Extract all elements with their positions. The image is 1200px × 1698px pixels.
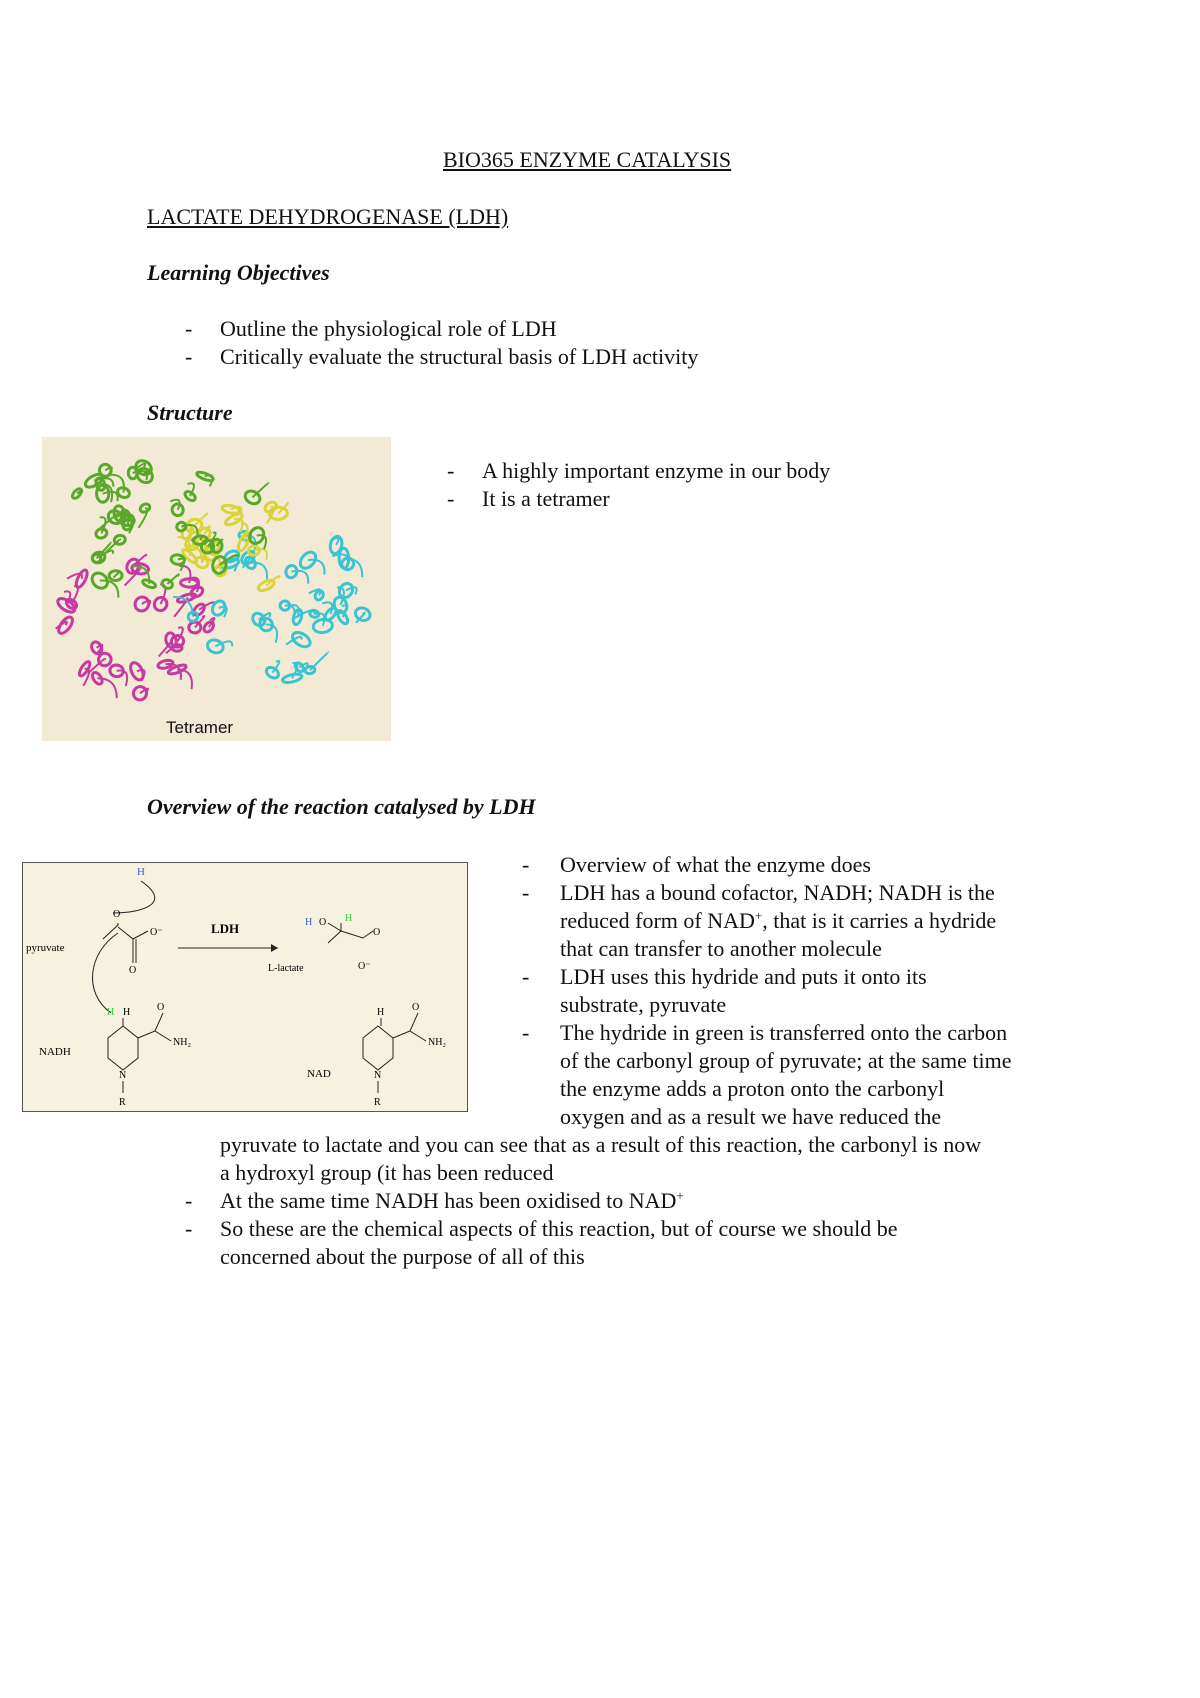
bullet-dash: - [185,1188,193,1213]
list-item-continued: substrate, pyruvate [560,992,727,1017]
list-item-continued: reduced form of NAD+, that is it carries a hydride [560,908,997,933]
list-item-continued: concerned about the purpose of all of this [220,1244,585,1269]
proton-label: H [137,866,145,878]
bullet-dash: - [522,964,530,989]
nadh-amide-o: O [157,1002,165,1013]
list-item: A highly important enzyme in our body [482,458,831,483]
bullet-dash: - [522,852,530,877]
overview-heading: Overview of the reaction catalysed by LDH [147,794,536,819]
list-item: LDH has a bound cofactor, NADH; NADH is the [560,880,995,905]
nadh-h-label: H [123,1007,131,1018]
list-item: Overview of what the enzyme does [560,852,871,877]
carbonyl-o-label: O [113,909,121,920]
list-item-continued: pyruvate to lactate and you can see that as a result of this reaction, the carbonyl is now [220,1132,982,1157]
carboxylate-o2-label: O [129,965,137,976]
nad-h-label: H [377,1007,385,1018]
protein-ribbon-image [42,437,391,717]
reaction-diagram [23,863,466,1110]
nadh-hydride-label: H [107,1007,115,1018]
nad-r: R [374,1097,381,1108]
nadh-nh2: NH₂ [173,1037,191,1048]
nad-n: N [374,1070,382,1081]
protein-loop [97,678,116,698]
pyruvate-label: pyruvate [26,942,65,954]
list-item-continued: oxygen and as a result we have reduced the [560,1104,942,1129]
list-item: LDH uses this hydride and puts it onto its [560,964,927,989]
lactate-o-label: O [319,917,327,928]
protein-loop [77,491,82,499]
lactate-label: L-lactate [268,963,304,974]
list-item-continued: that can transfer to another molecule [560,936,882,961]
bullet-dash: - [522,1020,530,1045]
lactate-h-label: H [305,917,313,928]
nadh-ring [108,1013,171,1070]
reaction-arrowhead [271,944,278,952]
learning-objectives-heading: Learning Objectives [147,260,330,285]
list-item-continued: a hydroxyl group (it has been reduced [220,1160,554,1185]
nad-ring [363,1013,426,1070]
lactate-hydride-label: H [345,913,353,924]
list-item: So these are the chemical aspects of this reaction, but of course we should be [220,1216,898,1241]
protein-helix [206,638,225,655]
nadh-label: NADH [39,1046,71,1058]
hydride-arrow [93,933,118,1013]
protein-helix [95,527,108,539]
list-item: It is a tetramer [482,486,610,511]
list-item: Outline the physiological role of LDH [220,316,557,341]
lactate-ominus-label: O⁻ [358,961,371,972]
list-item-continued: the enzyme adds a proton onto the carbonyl [560,1076,945,1101]
structure-heading: Structure [147,400,233,425]
protein-helix [282,673,303,684]
carboxylate-o-label: O⁻ [150,927,163,938]
nad-amide-o: O [412,1002,420,1013]
figure-caption: Tetramer [166,718,234,737]
nadh-n: N [119,1070,127,1081]
bullet-dash: - [522,880,530,905]
document-subtitle: LACTATE DEHYDROGENASE (LDH) [147,204,509,229]
pyruvate-bonds [103,923,148,963]
enzyme-label: LDH [211,921,240,936]
bullet-dash: - [185,1216,193,1241]
protein-loop [140,689,148,694]
list-item: Critically evaluate the structural basis of LDH activity [220,344,699,369]
nad-nh2: NH₂ [428,1037,446,1048]
bullet-dash: - [447,458,455,483]
nadh-r: R [119,1097,126,1108]
list-item-continued: of the carbonyl group of pyruvate; at the same time [560,1048,1012,1073]
nad-label: NAD [307,1068,331,1080]
list-item: At the same time NADH has been oxidised to NAD+ [220,1188,684,1213]
lactate-bonds [328,923,373,943]
bullet-dash: - [185,316,193,341]
protein-loop [250,563,267,580]
protein-helix [131,563,149,575]
bullet-dash: - [185,344,193,369]
ldh-reaction-scheme [22,862,468,1112]
lactate-o2-label: O [373,927,381,938]
document-title: BIO365 ENZYME CATALYSIS [443,147,732,172]
list-item: The hydride in green is transferred onto the carbon [560,1020,1008,1045]
bullet-dash: - [447,486,455,511]
protein-loop [310,652,328,670]
ldh-tetramer-figure [42,437,391,741]
protein-loop [114,572,120,578]
